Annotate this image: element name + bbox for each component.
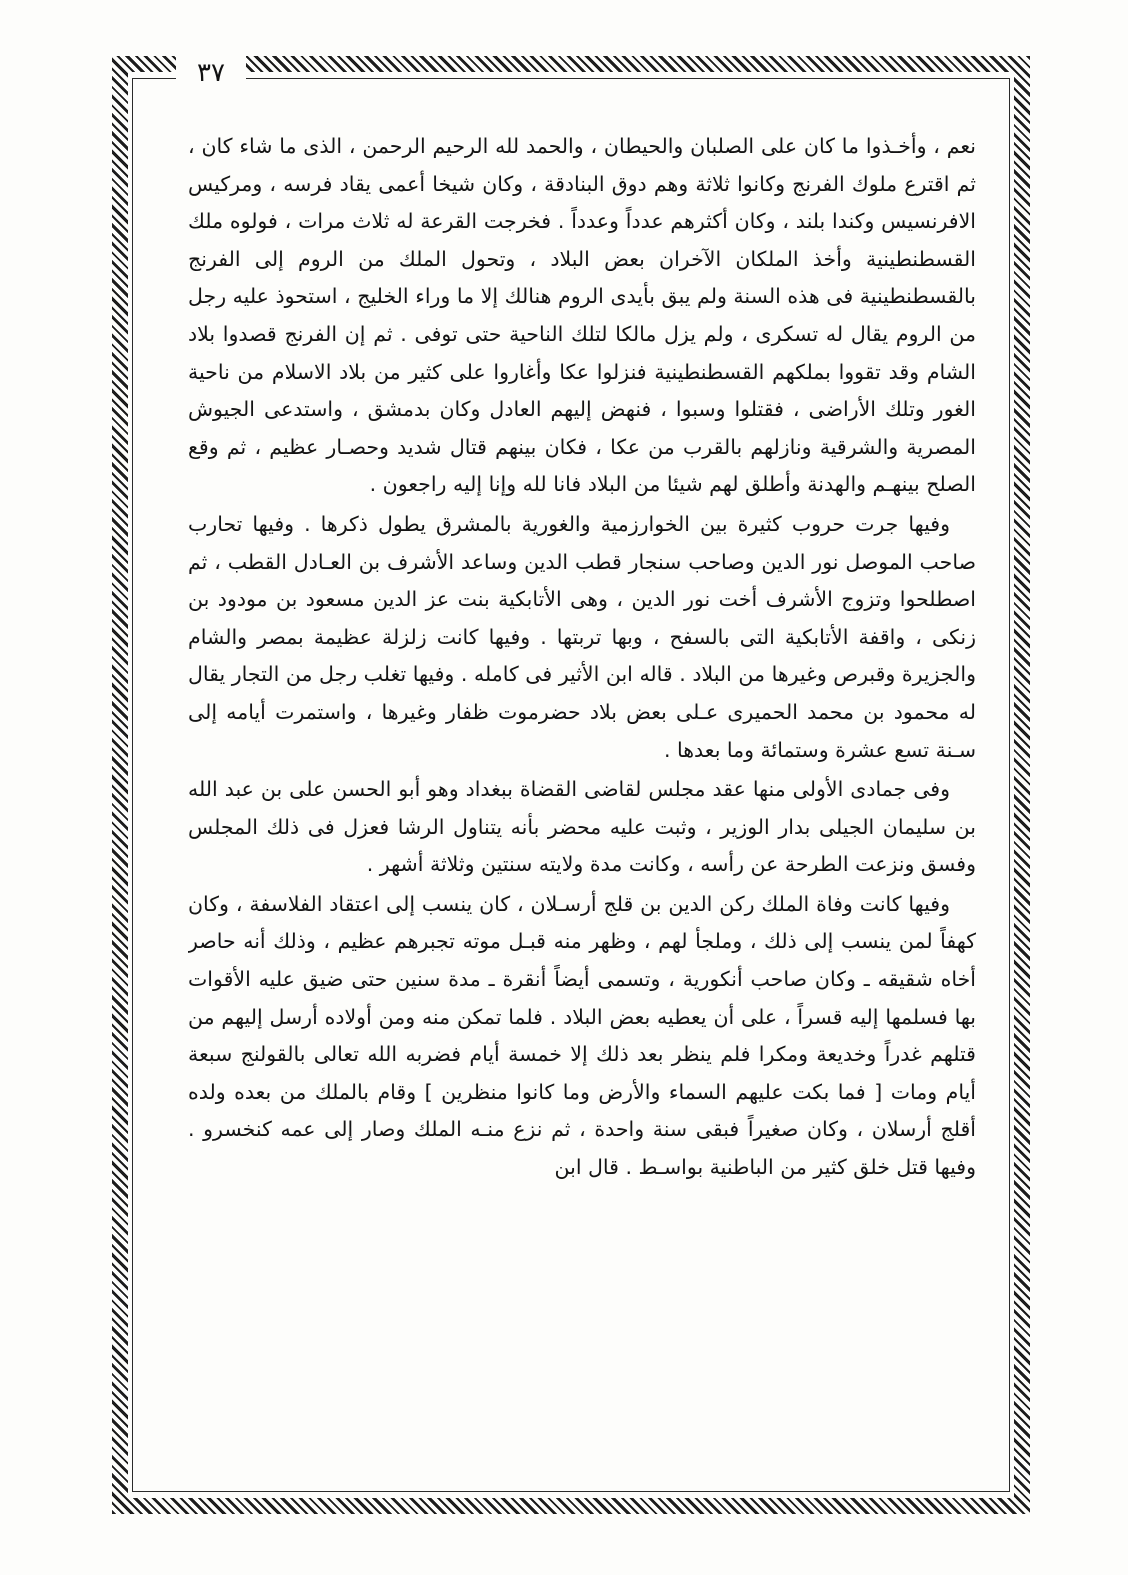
page-body xyxy=(188,128,976,1458)
paragraph: وفيها جرت حروب كثيرة بين الخوارزمية والغورية بالمشرق يطول ذكرها . وفيها تحارب صاحب الموصل نور الدين وصاحب سنجار قطب الدين وساعد الأشرف بن العـادل القطب ، ثم اصطلحوا وتزوج الأشرف أخت نور الدين ، وهى الأتابكية بنت عز الدين مسعود بن مودود بن زنكى ، واقفة الأتابكية التى بالسفح ، وبها تربتها . وفيها كانت زلزلة عظيمة بمصر والشام والجزيرة وقبرص وغيرها من البلاد . قاله ابن الأثير فى كامله . وفيها تغلب رجل من التجار يقال له محمود بن محمد الحميرى عـلى بعض بلاد حضرموت ظفار وغيرها ، واستمرت أيامه إلى سـنة تسع عشرة وستمائة وما بعدها . xyxy=(188,511,976,762)
paragraph: وفيها كانت وفاة الملك ركن الدين بن قلج أرسـلان ، كان ينسب إلى اعتقاد الفلاسفة ، وكان كهفاً لمن ينسب إلى ذلك ، وملجأ لهم ، وظهر منه قبـل موته تجبرهم عظيم ، وذلك أنه حاصر أخاه شقيقه ـ وكان صاحب أنكورية ، وتسمى أيضاً أنقرة ـ مدة سنين حتى ضيق عليه الأقوات بها فسلمها إليه قسراً ، على أن يعطيه بعض البلاد . فلما تمكن منه ومن أولاده أرسل إليهم من قتلهم غدراً وخديعة ومكرا فلم ينظر بعد ذلك إلا خمسة أيام فضربه الله تعالى بالقولنج سبعة أيام ومات [ فما بكت عليهم السماء والأرض وما كانوا منظرين ] وقام بالملك من بعده ولده أقلج أرسلان ، وكان صغيراً فبقى سنة واحدة ، ثم نزع منـه الملك وصار إلى عمه كنخسرو . وفيها قتل خلق كثير من الباطنية بواسـط . قال ابن xyxy=(188,891,976,1180)
paragraph: وفى جمادى الأولى منها عقد مجلس لقاضى القضاة ببغداد وهو أبو الحسن على بن عبد الله بن سليمان الجيلى بدار الوزير ، وثبت عليه محضر بأنه يتناول الرشا فعزل فى ذلك المجلس وفسق ونزعت الطرحة عن رأسه ، وكانت مدة ولايته سنتين وثلاثة أشهر . xyxy=(188,777,976,877)
paragraph: نعم ، وأخـذوا ما كان على الصلبان والحيطان ، والحمد لله الرحيم الرحمن ، الذى ما شاء كان ، ثم اقترع ملوك الفرنج وكانوا ثلاثة وهم دوق البنادقة ، وكان شيخا أعمى يقاد فرسه ، ومركيس الافرنسيس وكندا بلند ، وكان أكثرهم عدداً وعدداً . فخرجت القرعة له ثلاث مرات ، فولوه ملك القسطنطينية وأخذ الملكان الآخران بعض البلاد ، وتحول الملك من الروم إلى الفرنج بالقسطنطينية فى هذه السنة ولم يبق بأيدى الروم هنالك إلا ما وراء الخليج ، استحوذ عليه رجل من الروم يقال له تسكرى ، ولم يزل مالكا لتلك الناحية حتى توفى . ثم إن الفرنج قصدوا بلاد الشام وقد تقووا بملكهم القسطنطينية فنزلوا عكا وأغاروا على كثير من بلاد الاسلام من ناحية الغور وتلك الأراضى ، فقتلوا وسبوا ، فنهض إليهم العادل وكان بدمشق ، واستدعى الجيوش المصرية والشرقية ونازلهم بالقرب من عكا ، فكان بينهم قتال شديد وحصـار عظيم ، ثم وقع الصلح بينهـم والهدنة وأطلق لهم شيئا من البلاد فانا لله وإنا إليه راجعون . xyxy=(188,134,976,497)
page-number: ٣٧ xyxy=(176,56,246,90)
